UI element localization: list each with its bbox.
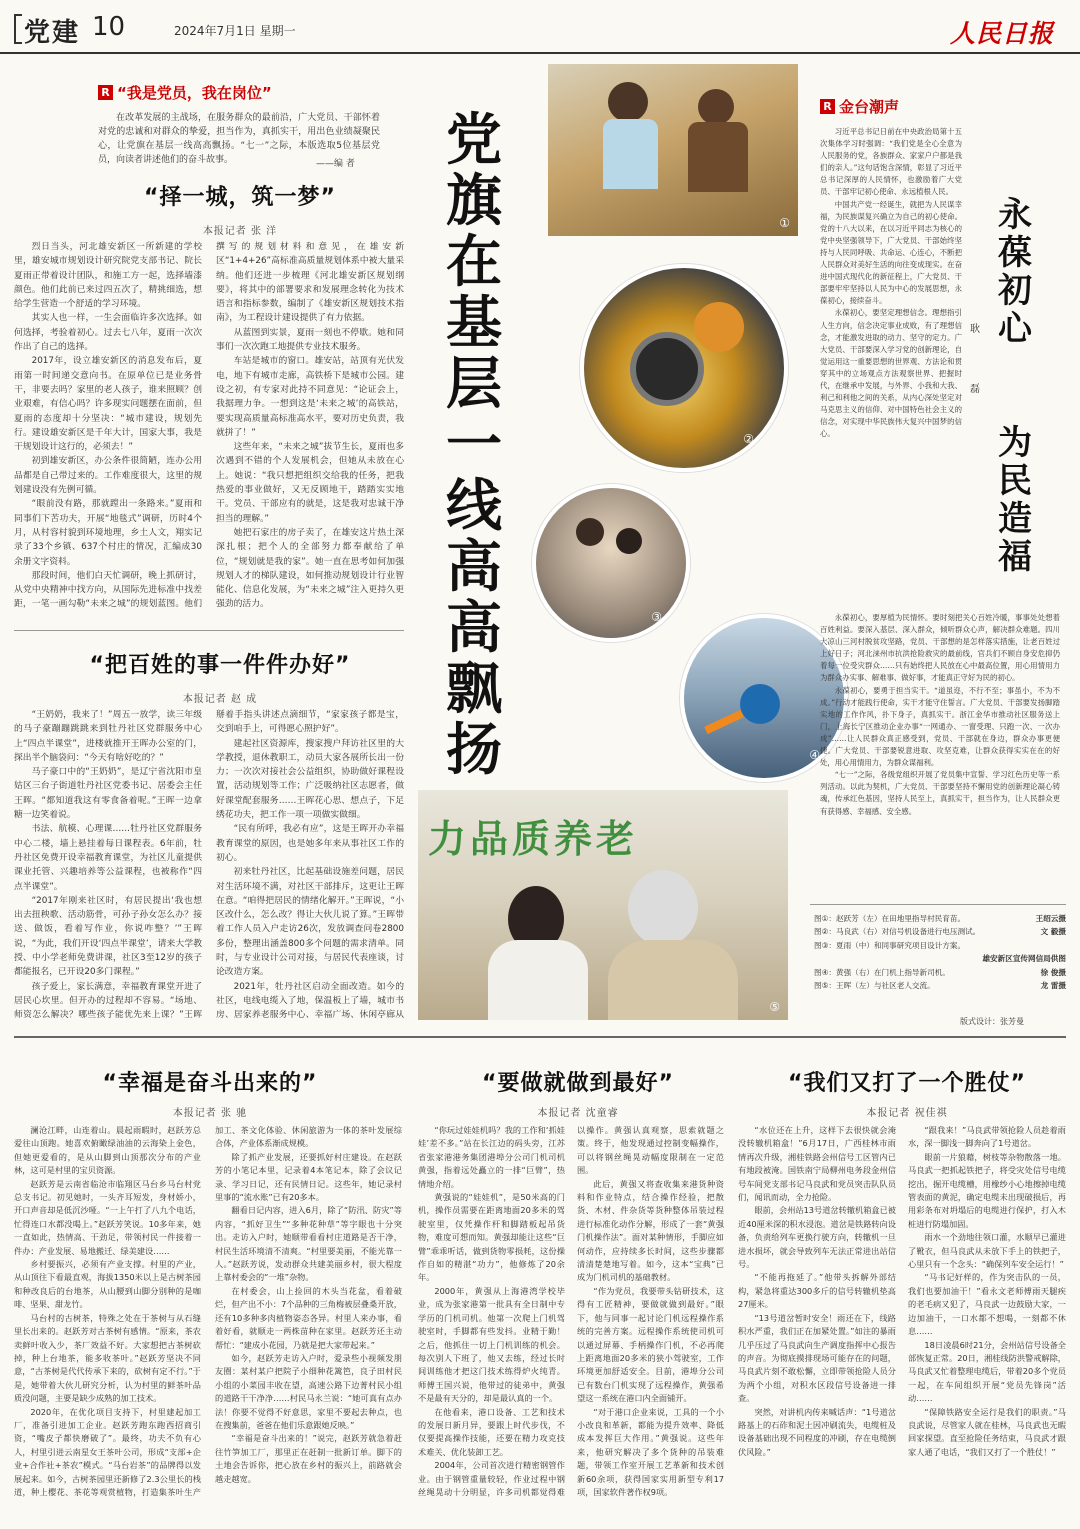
paragraph: “不能再拖延了。”他带头拆解外部结构，紧急将重达300多斤的信号转辙机垫高27厘米。 xyxy=(738,1272,896,1310)
caption-row xyxy=(814,966,1066,979)
caption-text: 图①：赵跃芳（左）在田地里指导村民育苗。 xyxy=(814,914,966,923)
paragraph: 黄强说的“娃娃机”，是50米高的门机，操作员需要在距离地面20多米的驾驶室里，仅凭操作杆和脚踏板起吊货物，难度可想而知。黄强却能让这些“巨臂”乖乖听话，做到货物零损耗，这份操作自如的精湛“功力”，他修炼了20余年。 xyxy=(418,1192,565,1283)
paragraph: “王奶奶，我来了！”周五一放学，读三年级的马子豪蹦蹦跳跳来到牡丹社区党群服务中心上“四点半课堂”，进楼就推开王晖办公室的门，探出半个脑袋问：“今天有啥好吃的？” xyxy=(14,710,202,763)
paragraph: 突然，对讲机内传来喊话声：“1号道岔路基上的石砟和泥土因冲刷流失，电缆桩及设备基础出现不同程度的冲刷，存在电缆倒伏风险。” xyxy=(738,1406,896,1457)
caption-row xyxy=(814,925,1066,938)
caption-credit: 文 毅摄 xyxy=(1040,927,1066,937)
paragraph: 雨水一个劲地往领口灌，水顺早已灌进了靴衣，但马良武从未放下手上的铁把子，心里只有一个念头：“确保列车安全运行！” xyxy=(908,1232,1066,1270)
photo-tag-1: ① xyxy=(779,216,790,230)
feature-label xyxy=(820,96,899,117)
paragraph: 烈日当头，河北雄安新区一所新建的学校里，雄安城市规划设计研究院党支部书记、院长夏雨正带着设计团队，和施工方一起，选择墙漆颜色。他们此前已来过四五次了，精挑细选，想给学生营造一个舒适的学习环境。 xyxy=(14,242,202,310)
caption-credit: 王绍云摄 xyxy=(1035,914,1066,923)
paragraph: 永葆初心，要勇于担当实干。“道虽迩，不行不至；事虽小，不为不成。”行动才能践行使命，实干才能守住誓言。广大党员、干部要发扬脚踏实地的工作作风，扑下身子，真抓实干。浙江金华市推动社区服务送上门，上海长宁区推动企业办事“一网通办、一窗受理、只跑一次、一次办成”……让人民群众真正感受到，党员、干部就在身边，群众办事更便捷。广大党员、干部要锐意进取、攻坚克难，让群众获得实实在在的好处，用心用情用力，为群众谋福利。 xyxy=(820,685,1060,768)
caption-credit: 龙 雷摄 xyxy=(1040,981,1066,991)
paragraph: 眼前，会州站13号道岔转辙机箱盒已被近40厘米深的积水浸泡。道岔是铁路转向设备，负责给列车更换行驶方向，转辙机一旦进水损坏，就会导致列车无法正常进出站信号。 xyxy=(738,1205,896,1270)
caption-credit: 徐 俊摄 xyxy=(1040,967,1066,977)
article5-title: “我们又打了一个胜仗” xyxy=(788,1071,1026,1096)
series-intro: 在改革发展的主战场，在服务群众的最前沿，广大党员、干部怀着对党的忠诚和对群众的挚爱，担当作为，真抓实干，用出色业绩凝聚民心，让党旗在基层一线高高飘扬。“七一”之际，本版选取5位基层党员，向读者讲述他们的奋斗故事。 xyxy=(98,113,380,165)
article5-byline: 本报记者 祝佳祺 xyxy=(866,1108,948,1119)
article1-byline: 本报记者 张 洋 xyxy=(202,226,278,237)
headline-text: 党 旗 在 基 层 一 线 高 高 飘 扬 xyxy=(446,108,502,783)
paragraph: 那段时间，他们白天忙调研，晚上抓研讨，从党中央精神中找方向，从国际先进标准中找差距，一笔一画勾勒“未来之城”的规划蓝图。他们撰写的规划材料和意见，在雄安新区“1+4+26”高标准高质量规划体系中被大量采纳。他们还进一步梳理《河北雄安新区规划纲要》，将其中的部署要求和发展理念转化为技术语言和指标参数，编制了《雄安新区规划技术指南》，为工程设计建设提供了有力依据。 xyxy=(14,242,404,610)
paragraph: 澜沧江畔，山连着山。晨起雨暇时，赵跃芳总爱往山顶跑。她喜欢俯瞰绿油油的云海染上金色，但她更爱看的，是从山脚到山顶那次分布的产业林，这可是村里的宝贝资源。 xyxy=(14,1125,201,1176)
paragraph: “2017年刚来社区时，有居民提出‘我也想出去扭秧歌、活动筋骨，可孙子孙女怎么办？接送、做饭，看着写作业，你说咋整？’”王晖说，“为此，我们开设‘四点半课堂’，请来大学教授、中小学老师免费讲课，社区3至12岁的孩子都能报名，已开设20多门课程。” xyxy=(14,895,202,978)
paragraph: 车站是城市的窗口。雄安站，站顶有光伏发电，地下有城市走廊，高铁桥下是城市公园。建设之初，有专家对此持不同意见：“论证会上，我据理力争。一想到这是‘未来之城’的高铁站，要实现高质量高标准高水平，要对历史负责，我就拼了！” xyxy=(216,356,404,438)
article2-title: “把百姓的事一件件办好” xyxy=(89,653,351,678)
series-label xyxy=(98,82,272,103)
paragraph: 书法、航模、心理课……牡丹社区党群服务中心二楼，墙上悬挂着每日课程表。6年前，牡丹社区免费开设幸福教育课堂，为社区儿童提供课业托管、兴趣培养等公益课程，也被称作“四点半课堂”。 xyxy=(14,824,202,892)
article3-body xyxy=(14,1124,402,1520)
article4-title: “要做就做到最好” xyxy=(482,1071,674,1096)
r-badge-icon: R xyxy=(820,99,835,114)
section-name: 党建 xyxy=(24,18,81,48)
paragraph: 此后，黄强又将查收集来港货种资料和作业特点，结合操作经验，把散货、木材、件杂货等货种整体吊装过程进行标准化动作分解，形成了一套“黄强门机操作法”。面对某种情形，手脚应如何动作，应持续多长时间，这些步骤都清清楚楚地写着。如今，这本“宝典”已成为门机司机的基础教材。 xyxy=(577,1178,724,1283)
masthead-rule xyxy=(0,52,1080,54)
newspaper-logo: 人民日报 xyxy=(950,19,1055,48)
r-badge-icon: R xyxy=(98,85,113,100)
article2-byline: 本报记者 赵 成 xyxy=(182,694,258,705)
paragraph: 永葆初心，要厚植为民情怀。要时刻把关心百姓冷暖，事事处处想着百姓利益。要深入基层、深入群众，倾听群众心声，解决群众难题。四川大凉山三河村脱贫攻坚路，党员、干部想的是怎样落实措施，让老百姓过上好日子；河北涞州市抗洪抢险救灾的最前线，官兵们不顾自身安危抑仍着每一位受灾群众……只有始终把人民放在心中最高位置，用心用情用力为群众办实事、解难事、做好事，才能真正守好为民的初心。 xyxy=(820,613,1060,683)
photo-3 xyxy=(532,484,690,642)
paragraph: “民有所呼，我必有应”，这是王晖开办幸福教育课堂的原因，也是她多年来从事社区工作的初心。 xyxy=(216,824,404,863)
article4-byline: 本报记者 沈童睿 xyxy=(537,1108,619,1119)
photo-1 xyxy=(548,64,798,236)
paragraph: “马书记好样的，作为突击队的一员，我们也要加油干！”看永文老师傅雨天腿疾的老毛病又犯了，马良武一边鼓励大家，一边加油干，一口水都不想喝，一刻都不休息…… xyxy=(908,1272,1066,1337)
main-headline xyxy=(440,110,508,781)
article3-byline: 本报记者 张 驰 xyxy=(172,1108,248,1119)
paragraph: 在他看来，港口设备、工艺和技术的发展日新月异，要跟上时代步伐，不仅要提高操作技能，还要在精力攻克技术难关、优化装卸工艺。 xyxy=(418,1406,565,1457)
commentary-body-wide xyxy=(820,612,1060,868)
paragraph: 初到雄安新区，办公条件很简陋，连办公用品都是自己带过来的。工作难度很大，这里的规划建设没有先例可循。 xyxy=(14,456,202,496)
feature-label-text: 金台潮声 xyxy=(839,98,900,116)
article3-title: “幸福是奋斗出来的” xyxy=(102,1071,318,1096)
article1-body xyxy=(14,240,404,622)
article1-title: “择一城，筑一梦” xyxy=(144,185,336,210)
paragraph: “水位还在上升，这样下去很快就会淹没转辙机箱盒！”6月17日，广西桂林市雨情再次升级，湘桂铁路会州信号工区管内已有地段被淹。国铁南宁局柳州电务段金州信号车间党支部书记马良武和党员突击队队员们，闻讯而动，全力抢险。 xyxy=(738,1125,896,1203)
commentary-title xyxy=(990,196,1040,576)
commentary-body-narrow xyxy=(820,126,962,610)
caption-text: 图③：夏雨（中）和同事研究项目设计方案。 xyxy=(814,940,966,950)
masthead xyxy=(0,0,1080,56)
paragraph: 乡村要振兴，必须有产业支撑。村里的产业，从山顶往下看最直观，海拔1350米以上是古树茶园和种改良后的台地茶，从山腰到山脚分别种的是咖啡、坚果、甜龙竹。 xyxy=(14,1259,201,1310)
paragraph: “对于港口企业来说，工具的一个小小改良和革新，都能为提升效率、降低成本发挥巨大作用。”黄强说。这些年来，他研究解决了多个货种的吊装难题，带领工作室开展工艺革新和技术创新60余项，获得国家实用新型专利17项，国家软件著作权9项。 xyxy=(577,1406,724,1497)
series-title: “我是党员，我在岗位” xyxy=(117,84,272,102)
paragraph: 2021年，牡丹社区启动全面改造。如今的社区，电线电缆入了地，保温板上了墙，城市书房、居家养老服务中心、幸福广场、休闲亭廊从 xyxy=(216,981,404,1021)
paragraph: 初来牡丹社区，比起基础设施差问题，居民对生活环境不满，对社区干部排斥，这更让王晖在意。“咱得把居民的情绪化解开。”王晖说，“小区改什么，怎么改？得让大伙儿说了算。”王晖带着工作人员入户走访26次，发放调查问卷2800多份，整理出涵盖800多个问题的需求清单。同时，与专业设计公司对接，与居民代表座谈，讨论改造方案。 xyxy=(216,867,404,978)
divider xyxy=(14,1036,1066,1038)
photo-captions xyxy=(814,912,1066,992)
article4-body xyxy=(418,1124,724,1520)
paragraph: 这些年来，“未来之城”拔节生长，夏雨也多次遇到不错的个人发展机会，但她从未放在心上。她说：“我只想把组织交给我的任务，把我热爱的事业做好，又无反顾地干，踏踏实实地干。党员、干部应有的就是，这是我对忠诚干净担当的理解。” xyxy=(216,442,404,524)
commentary-author xyxy=(968,320,982,400)
paragraph: 习近平总书记日前在中央政治局第十五次集体学习时强调：“我们党是全心全意为人民服务的党，各族群众、家家户户都是我们的亲人。”这句话饱含深情，彰显了习近平总书记深厚的人民情怀，也激励着广大党员、干部牢记初心使命、永远植根人民。 xyxy=(820,127,962,197)
paragraph: 马台村的古树茶，特殊之处在于茶树与从石缝里长出来的。赵跃芳对古茶树有感情。“原来，茶农卖鲜叶收入少，茶厂效益不好。大家想把古茶树砍掉，种上台地茶，能多收茶叶。”赵跃芳坚决不同意，“古茶树是代代传承下来的，砍树有定不行。”于是，她带着大伙儿研究分析，认为村里的鲜茶叶品质没问题，主要是缺少成熟的加工技术。 xyxy=(14,1312,201,1404)
paragraph: 2000年，黄强从上海港湾学校毕业，成为张家港第一批具有全日制中专学历的门机司机。他第一次爬上门机驾驶室时，手脚都有些发抖。业精于勤！之后，他抓住一切上门机训练的机会。每次别人下班了，他又去练，经过长时间训练他才把这门技术练得炉火纯青。师傅王国兴说，他带过的徒弟中，黄强不是最有天分的，却是最认真的一个。 xyxy=(418,1285,565,1404)
caption-text: 图④：黄强（右）在门机上指导新司机。 xyxy=(814,967,950,977)
issue-date: 2024年7月1日 星期一 xyxy=(174,24,296,38)
page-number: 10 xyxy=(92,12,126,42)
caption-row xyxy=(814,912,1066,925)
photo-tag-5: ⑤ xyxy=(769,1000,780,1014)
paragraph: “保障铁路安全运行是我们的职责。”马良武说，尽管家人就在桂林，马良武也无暇回家探望。直至抢险任务结束，马良武才跟家人通了电话，“我们又打了一个胜仗！” xyxy=(908,1406,1066,1457)
paragraph: 除了抓产业发展，还要抓好村庄建设。在赵跃芳的小笔记本里，记录着4本笔记本，除了会议记录、学习日记，还有民情日记。这些年，她记录村里事的“流水账”已有20多本。 xyxy=(215,1151,402,1203)
photo-tag-2: ② xyxy=(743,432,754,446)
commentary-title-text: 永 葆 初 心 为 民 造 福 xyxy=(998,195,1032,577)
photo-tag-3: ③ xyxy=(651,610,662,624)
paragraph: “你玩过娃娃机吗？我的工作和‘抓娃娃’差不多。”站在长江边的码头旁，江苏省张家港港务集团港埠分公司门机司机黄强，指着远处矗立的一排“巨臂”，热情地介绍。 xyxy=(418,1125,565,1189)
paragraph: 2020年，在优化项目支持下，村里建起加工厂，准备引进加工企业。赵跃芳跑东跑西招商引资，“嘴皮子都快磨破了”。最终，功夫不负有心人，村里引进云南星女王茶叶公司，形成“支部+企业+合作社+茶农”模式。“马台岩茶”的品牌得以发展起来。如今，古树茶园里还新修了2.3公里长的栈道，种上樱花、茶花等观赏植物，打造集茶叶生产加工、茶文化体验、休闲旅游为一体的茶叶发展综合体，产业体系渐成规模。 xyxy=(14,1125,402,1497)
paragraph: 永葆初心，要坚定理想信念。理想指引人生方向，信念决定事业成败，有了理想信念，才能激发进取的动力、坚守的定力。广大党员、干部要深入学习党的创新理论，自觉运用这一重要思想的世界观、方法论和贯穿其中的立场观点方法观察世界、把握时代，在继承中发展，与外界、小我和大我、利己和利他之间的关系，从内心深处坚定对马克思主义的信仰、对中国特色社会主义的信念，对实现中华民族伟大复兴中国梦的信心。 xyxy=(820,308,962,439)
wall-text: 力品质养老 xyxy=(428,817,639,861)
caption-row xyxy=(814,952,1066,965)
paragraph: “眼前没有路，那就蹚出一条路来。”夏雨和同事们下苦功夫，开展“地毯式”调研，历时4个月，从村容村貌到环境地理，乡土人文，翔实记录了33个乡镇、637个村庄的情况，汇编成30余册文字资料。 xyxy=(14,499,202,567)
series-editor: ——编 者 xyxy=(316,159,355,169)
paragraph: 18日凌晨6时21分，会州站信号设备全部恢复正常。20日，湘桂线防洪警戒解除，马良武又忙着整理电缆后，带着20多个党员一起，在车间组织开展“党员先锋岗”活动…… xyxy=(908,1339,1066,1404)
paragraph: 2004年，公司首次进行精密钢管作业。由于钢管重量较轻，作业过程中钢丝绳晃动十分明显，许多司机都觉得难以操作。黄强认真观察，思索就题之策。终于，他发现通过控制变幅操作，可以将钢丝绳晃动幅度限制在一定范围。 xyxy=(418,1125,724,1497)
caption-text: 图⑤：王晖（左）与社区老人交流。 xyxy=(814,981,935,991)
paragraph: 孩子爱上，家长满意，幸福教育课堂开进了居民心坎里。但开办的过程却不容易。“场地、师资怎么解决？哪些孩子能优先来上课？”王晖掰着手指头讲述点滴细节，“家家孩子都是宝，交到咱手上，可得愿心照护好”。 xyxy=(14,710,404,1021)
paragraph: 中国共产党一经诞生，就把为人民谋幸福，为民族谋复兴确立为自己的初心使命。党的十八大以来，在以习近平同志为核心的党中央坚强领导下，广大党员、干部始终坚持与人民同呼吸、共命运、心连心，不断把人民群众对美好生活的向往变成现实。在奋进中国式现代化的新征程上，广大党员、干部要牢牢坚持以人民为中心的发展思想，永葆初心，接续奋斗。 xyxy=(820,199,962,306)
caption-text: 图②：马良武（右）对信号机设备进行电压测试。 xyxy=(814,927,981,937)
paragraph: “13号道岔暂时安全！雨还在下，线路积水严重，我们正在加紧处置。”如注的暴雨几乎压过了马良武向生产调度指挥中心报告的声音。为彻底摸排现场可能存在的问题，马良武片刻不敢松懈，立即带领抢险人员分为两个小组，对积水区段信号设备进一排查。 xyxy=(738,1312,896,1404)
photo-5 xyxy=(418,790,788,1020)
article2-body xyxy=(14,708,404,1032)
paragraph: 在村委会，山上捡回的木头当花盆，看着破烂，但产出不小：7个品种的三角梅被层叠桑开放，还有10多种多肉植物姿态各异。村里人来办事，看着好看，就顺走一两株苗种在家里。赵跃芳还主动帮忙：“建成小花园，乃就是把大家带起来。” xyxy=(215,1285,402,1350)
photo-tag-4: ④ xyxy=(809,748,820,762)
paragraph: 建起社区资源库，搜家搜户拜访社区里的大学教授，退休教职工，动员大家各展所长出一份力；一次次对接社会公益组织，协助做好课程设置，活动规划等工作；广泛吸纳社区志愿者，做好课堂配套服务……王晖花心思、想点子，下足绣花功夫，把工作一项一项做实做细。 xyxy=(216,738,404,821)
paragraph: 眼前一片狼藉，树枝等杂物散落一地。马良武一把抓起铁把子，将受灾处信号电缆挖出，掘开电缆槽，用橡纱小心地擦掉电缆管表面的黄泥，确定电缆未出现破损后，再用彩条布对坍塌后的电缆进行保护，打入木桩进行防塌加固。 xyxy=(908,1151,1066,1229)
author-text: 耿 磊 xyxy=(970,324,980,395)
divider xyxy=(14,630,404,631)
layout-designer: 版式设计：张芳曼 xyxy=(960,1017,1024,1026)
divider xyxy=(810,904,1066,905)
caption-row xyxy=(814,979,1066,992)
paragraph: 如今，赵跃芳走访入户时，爱录些小视频发朋友圈：某村某户把院子小细种花篱笆，良子田村民小组的小菜园丰收在望，高速公路下边菁村民小组的道路干干净净……村民马永兰说：“她可真有点办法！你要不觉得不好意思，家里不要起去种点，也在搜集前，爸爸在他们乐意跟她反映。” xyxy=(215,1352,402,1430)
paragraph: 马子豪口中的“王奶奶”，是辽宁省沈阳市皇姑区三台子街道牡丹社区党委书记、居委会主任王晖。“都知道我这有零食备着呢。”王晖一边拿糖一边笑着说。 xyxy=(14,767,202,821)
paragraph: “作为党员，我要带头钻研技术，这得有工匠精神，要做就做到最好。”眼下，他与同事一起讨论门机远程操作系统的完善方案。远程操作系统使司机可以通过屏幕、手柄操作门机，不必再爬上距离地面20多米的狭小驾驶室，工作环境更加舒适安全。目前，港埠分公司已有数台门机实现了远程操作，黄强希望这一系统在港口内全面铺开。 xyxy=(577,1285,724,1404)
caption-row xyxy=(814,939,1066,952)
paragraph: “七一”之际，各级党组织开展了党员集中宣誓、学习红色历史等一系列活动。以此为契机，广大党员、干部要坚持不懈用党的创新理论凝心铸魂，传承红色基因，坚持人民至上，真抓实干，担当作为，让人民群众更有获得感、幸福感、安全感。 xyxy=(820,770,1060,816)
paragraph: “幸福是奋斗出来的！”说完，赵跃芳就急着赶往竹笋加工厂，那里正在赶制一批新订单。脚下的土地会告诉你，把心放在乡村的振兴上，前路就会越走越宽。 xyxy=(215,1433,402,1484)
paragraph: 赵跃芳是云南省临沧市临翔区马台乡马台村党总支书记。初见她时，一头齐耳短发，身材娇小，开口声音却是低沉沙哑。“一上午打了八九个电话，忙得连口水都没喝上。”赵跃芳笑说。10多年来，她一直如此，热情高、干劲足，带领村民一件接着一件办：产业发展、易地搬迁、绿美建设…… xyxy=(14,1178,201,1256)
photo-2 xyxy=(580,264,788,472)
paragraph: 2017年，设立雄安新区的消息发布后，夏雨第一时间递交意向书。在原单位已是业务骨干，非要去吗？家里的老人孩子，谁来照顾？创业艰难，有信心吗？许多现实问题摆在面前，但夏雨的态度却十分坚决：“城市建设，规划先行。建设雄安新区是千年大计，国家大事，我是干规划设计这行的，必须去！” xyxy=(14,356,202,453)
masthead-bracket xyxy=(14,14,22,44)
article5-body xyxy=(738,1124,1066,1520)
paragraph: 她把石家庄的房子卖了，在雄安这片热土深深扎根；把个人的全部努力都奉献给了单位，“规划就是我的家”。她一直在思考如何加强规划人才的梯队建设，如何推动规划设计行业智能化、信息化发展，为“未来之城”注入更持久更强劲的活力。 xyxy=(216,527,404,610)
caption-credit: 雄安新区宣传网信局供图 xyxy=(982,954,1066,964)
paragraph: 从蓝图到实景，夏雨一刻也不停歇。她和同事们一次次跑工地提供专业技术服务。 xyxy=(216,327,404,353)
paragraph: “跟我来！”马良武带领抢险人员趁着雨水，深一脚浅一脚奔向了1号道岔。 xyxy=(908,1125,1066,1149)
paragraph: 翻看日记内容，进入6月，除了“防汛、防灾”等内容，“抓好卫生”“多种花种草”等字眼也十分突出。走访入户时，她顺带看看村庄道路是否干净，村民生活环境清不清爽。“村里要美丽，不能光靠一人。”赵跃芳说，发动群众共建美丽乡村，很大程度上靠村委会的“一堆”杂物。 xyxy=(215,1205,402,1283)
paragraph: 其实人也一样，一生会面临许多次选择。如何选择，考验着初心。过去七八年，夏雨一次次作出了自己的选择。 xyxy=(14,313,202,353)
